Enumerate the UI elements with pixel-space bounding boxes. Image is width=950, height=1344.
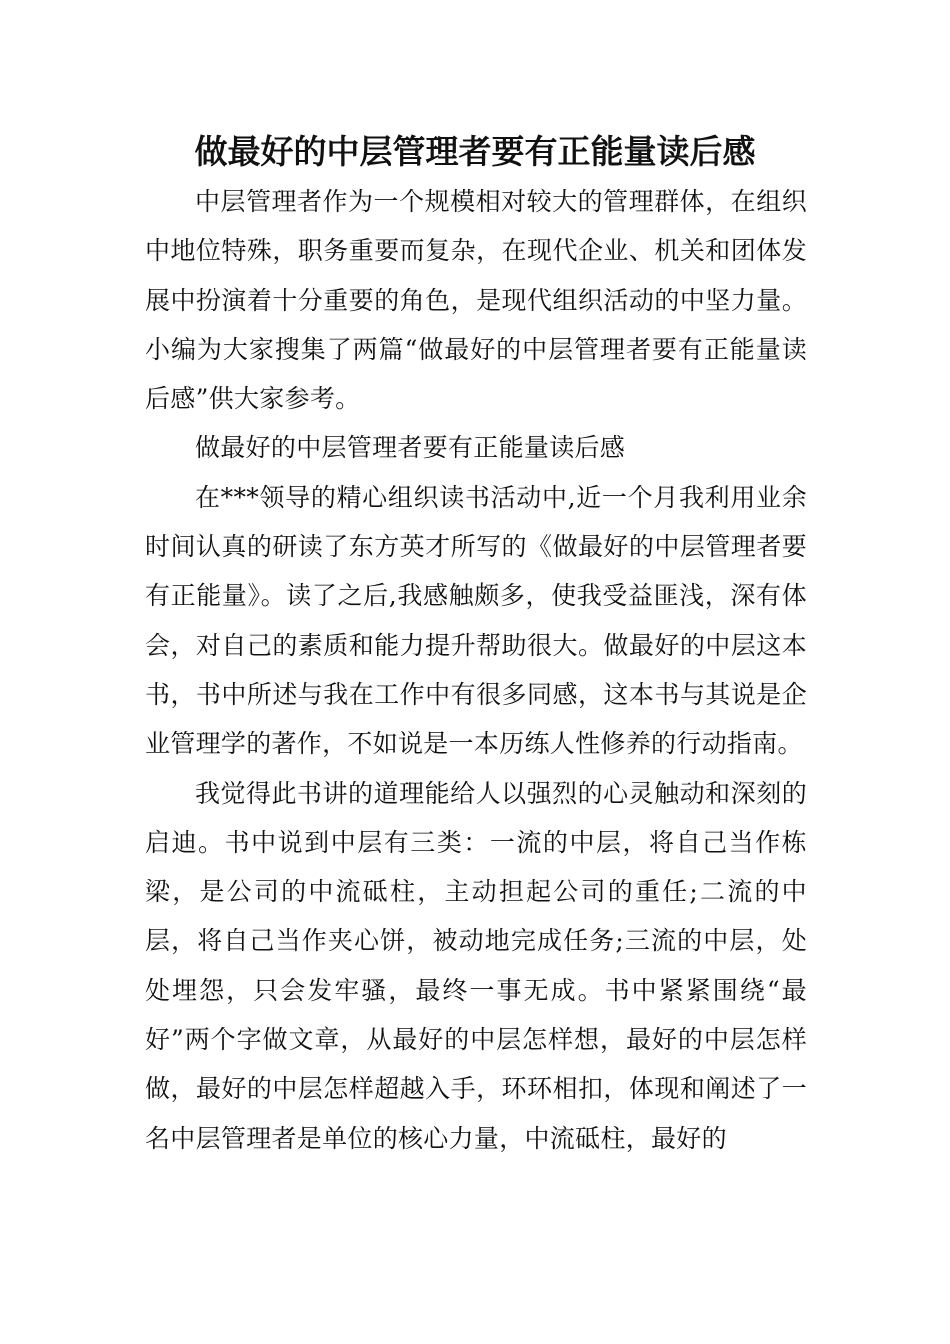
document-title: 做最好的中层管理者要有正能量读后感 xyxy=(194,132,756,171)
document-body xyxy=(145,177,807,1163)
paragraph-reading: 在***领导的精心组织读书活动中,近一个月我利用业余时间认真的研读了东方英才所写的《做最好的中层管理者要有正能量》。读了之后,我感触颇多，使我受益匪浅，深有体会，对自己的素质和能力提升帮助很大。做最好的中层这本书，书中所述与我在工作中有很多同感，这本书与其说是企业管理学的著作，不如说是一本历练人性修养的行动指南。 xyxy=(145,482,807,759)
paragraph-intro: 中层管理者作为一个规模相对较大的管理群体，在组织中地位特殊，职务重要而复杂，在现代企业、机关和团体发展中扮演着十分重要的角色，是现代组织活动的中坚力量。小编为大家搜集了两篇“做最好的中层管理者要有正能量读后感”供大家参考。 xyxy=(145,187,807,414)
paragraph-insight: 我觉得此书讲的道理能给人以强烈的心灵触动和深刻的启迪。书中说到中层有三类：一流的中层，将自己当作栋梁，是公司的中流砥柱，主动担起公司的重任;二流的中层，将自己当作夹心饼，被动地完成任务;三流的中层，处处埋怨，只会发牢骚，最终一事无成。书中紧紧围绕“最好”两个字做文章，从最好的中层怎样想，最好的中层怎样做，最好的中层怎样超越入手，环环相扣，体现和阐述了一名中层管理者是单位的核心力量，中流砥柱，最好的 xyxy=(145,778,807,1153)
paragraph-subtitle: 做最好的中层管理者要有正能量读后感 xyxy=(195,433,626,463)
